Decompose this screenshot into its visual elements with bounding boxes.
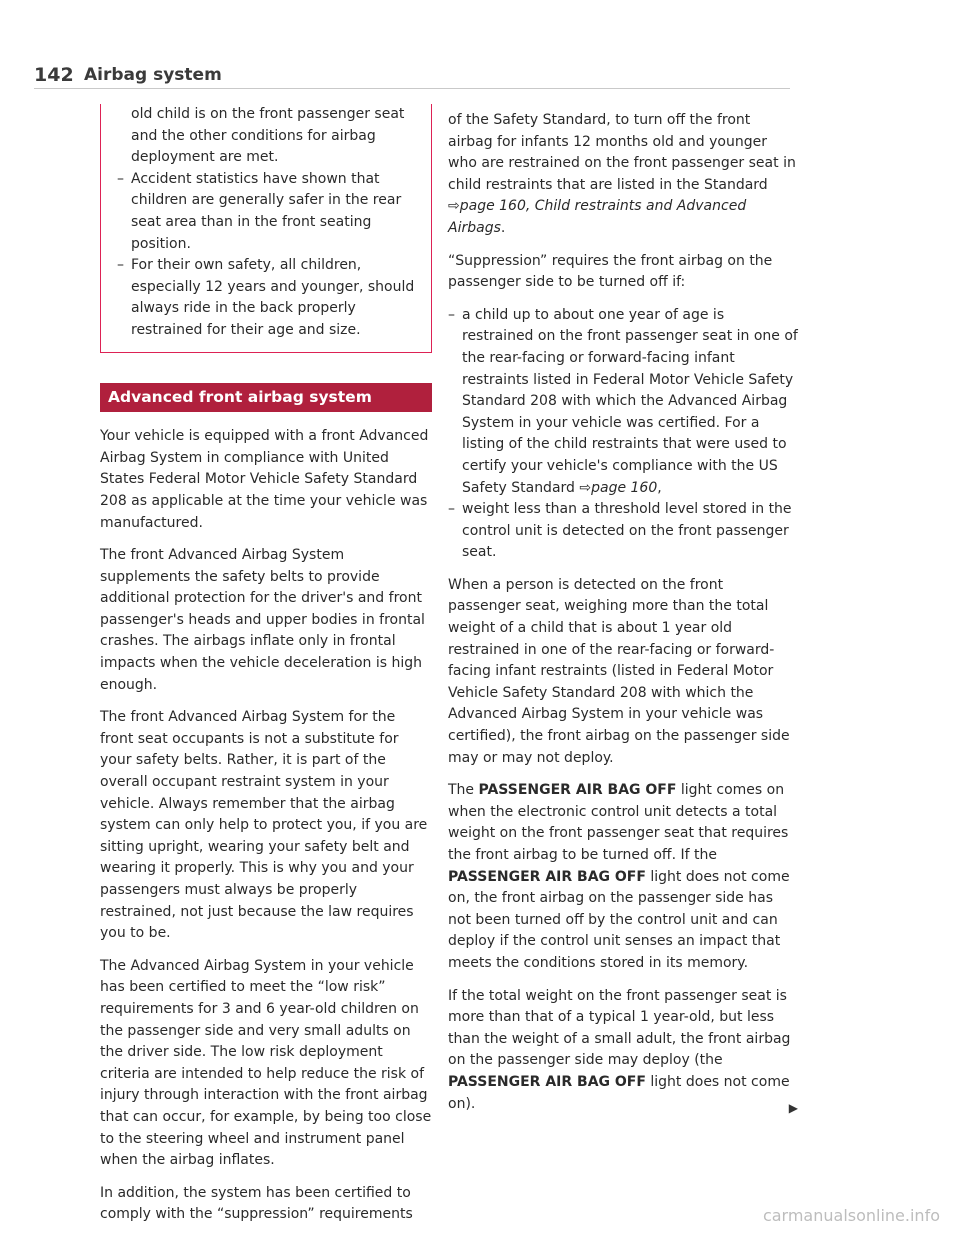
right-column [448,110,798,1126]
page-number: 142 [34,64,74,86]
suppression-list [448,305,798,564]
section-heading: Advanced front airbag system [100,383,432,413]
page-reference-link[interactable]: ⇨page 160 [579,479,658,496]
paragraph: The PASSENGER AIR BAG OFF light comes on when the electronic control unit detects a total weight on the front passenger seat that requires the front airbag to be turned off. If the PASSENGER AIR BAG OFF light does not come on, the front airbag on the passenger side has not been turned off by the control unit and can deploy if the control unit senses an impact that meets the conditions stored in its memory. [448,782,790,971]
paragraph: The Advanced Airbag System in your vehicle has been certified to meet the “low risk” requirements for 3 and 6 year-old children on the passenger side and very small adults on the driver side. The low risk deployment criteria are intended to help reduce the risk of injury through interaction with the front airbag that can occur, for example, by being too close to the steering wheel and instrument panel when the airbag inflates. [100,957,432,1169]
paragraph: of the Safety Standard, to turn off the front airbag for infants 12 months old and younger who are restrained on the front passenger seat in child restraints that are listed in the Standard ⇨page 160, Child restraints and Advanced Airbags. [448,112,796,236]
paragraph: When a person is detected on the front passenger seat, weighing more than the total weight of a child that is about 1 year old restrained in one of the rear-facing or forward-facing infant restraints (listed in Federal Motor Vehicle Safety Standard 208 with which the Advanced Airbag System in your vehicle was certified), the front airbag on the passenger side may or may not deploy. [448,576,790,766]
paragraph: The front Advanced Airbag System supplements the safety belts to provide additional protection for the driver's and front passenger's heads and upper bodies in frontal crashes. The airbags inflate only in frontal impacts when the vehicle deceleration is high enough. [100,547,425,693]
callout-item: – For their own safety, all children, especially 12 years and younger, should always ride in the back properly restrained for their age and size. [117,257,415,338]
list-item: – weight less than a threshold level stored in the control unit is detected on the front passenger seat. [448,501,792,561]
left-column [100,104,432,1237]
page-header [34,60,790,89]
list-item: – a child up to about one year of age is restrained on the front passenger seat in one of the rear-facing or forward-facing infant restraints listed in Federal Motor Vehicle Safety Standard 208 with which the Advanced Airbag System in your vehicle was certified. For a listing of the child restraints that were used to certify your vehicle's compliance with the US Safety Standard ⇨page 160, [448,306,798,496]
paragraph: Your vehicle is equipped with a front Advanced Airbag System in compliance with United States Federal Motor Vehicle Safety Standard 208 as applicable at the time your vehicle was manufactured. [100,428,429,531]
paragraph: If the total weight on the front passenger seat is more than that of a typical 1 year-old, but less than the weight of a small adult, the front airbag on the passenger side may deploy (the PASSENGER AIR BAG OFF light does not come on). ▶ [448,986,798,1116]
callout-item: – Accident statistics have shown that children are generally safer in the rear seat area than in the front seating position. [117,170,402,252]
paragraph: The front Advanced Airbag System for the front seat occupants is not a substitute for your safety belts. Rather, it is part of the overall occupant restraint system in your vehicle. Always remember that the airbag system can only help to protect you, if you are sitting upright, wearing your safety belt and wearing it properly. This is why you and your passengers must always be properly restrained, not just because the law requires you to be. [100,709,428,942]
section-title: Airbag system [84,65,222,85]
watermark: carmanualsonline.info [762,1206,940,1225]
warning-callout [100,104,432,353]
paragraph: In addition, the system has been certified to comply with the “suppression” requirements [100,1184,413,1223]
page-reference-link[interactable]: ⇨page 160, Child restraints and Advanced Airbags [448,198,747,236]
paragraph: “Suppression” requires the front airbag on the passenger side to be turned off if: [448,252,773,291]
callout-lead: old child is on the front passenger seat and the other conditions for airbag deployment are met. [131,106,405,166]
continue-arrow-icon: ▶ [788,1100,798,1115]
